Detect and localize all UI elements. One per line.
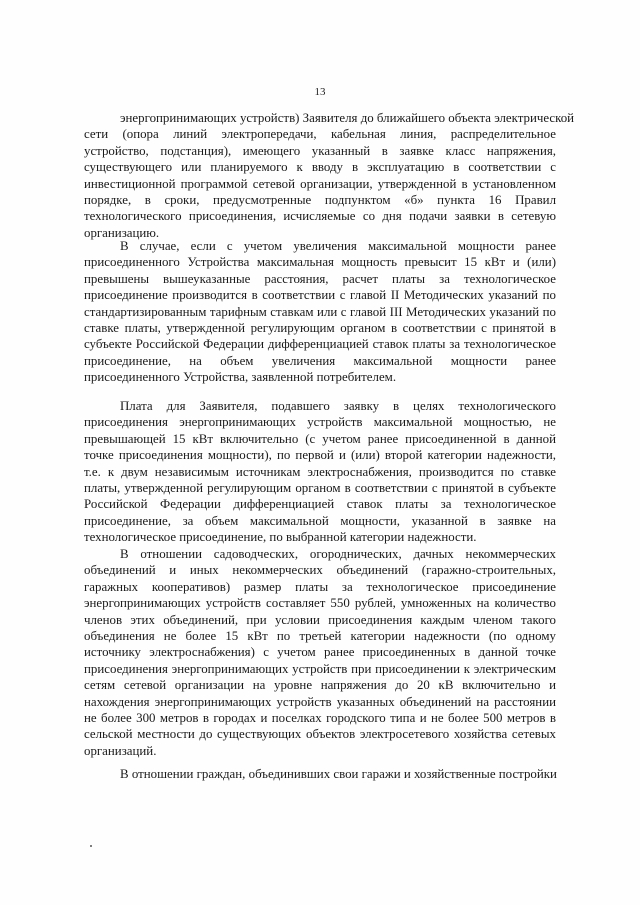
text-line: инвестиционной программой сетевой организации, утвержденной в установленном xyxy=(84,176,556,191)
text-line: существующего или планируемого к вводу в эксплуатацию в соответствии с xyxy=(84,160,556,175)
text-line: организацию. xyxy=(84,225,160,240)
text-line: энергопринимающих устройств составляет 550 рублей, умноженных на количество xyxy=(84,596,556,611)
text-line: гаражных кооперативов) размер платы за технологическое присоединение xyxy=(84,579,556,594)
text-line: присоединения энергопринимающих устройств максимальной мощностью, не xyxy=(84,415,556,430)
text-line: присоединение, за объем максимальной мощности, указанной в заявке на xyxy=(84,513,556,528)
text-line: платы, утвержденной регулирующим органом в соответствии с принятой в субъекте xyxy=(84,481,556,495)
text-line: энергопринимающих устройств) Заявителя до ближайшего объекта электрической xyxy=(120,111,575,125)
text-line: порядке, в сроки, предусмотренные подпунктом «б» пункта 16 Правил xyxy=(84,193,556,207)
text-line: нахождения энергопринимающих устройств указанных объединений на расстоянии xyxy=(84,694,556,709)
text-line: сельской местности до существующих объектов электросетевого хозяйства сетевых xyxy=(84,727,556,742)
text-line: присоединение, на объем увеличения максимальной мощности ранее xyxy=(84,353,556,368)
text-line: объединений и иных некоммерческих объединений (гаражно-строительных, xyxy=(84,563,556,578)
text-line: сети (опора линий электропередачи, кабельная линия, распределительное xyxy=(84,127,556,142)
text-line: превышены вышеуказанные расстояния, расчет платы за технологическое xyxy=(84,271,556,286)
text-line: субъекте Российской Федерации дифференциацией ставок платы за технологическое xyxy=(84,337,556,352)
text-line: В отношении граждан, объединивших свои гаражи и хозяйственные постройки xyxy=(120,767,557,781)
text-line: технологического присоединения, исчисляемые со дня подачи заявки в сетевую xyxy=(84,209,556,224)
text-line: организаций. xyxy=(84,743,157,758)
text-line: членов этих объединений, при условии присоединения каждым членом такого xyxy=(84,612,556,627)
text-line: присоединения энергопринимающих устройств при присоединении к электрическим xyxy=(84,661,556,676)
text-line: сетям сетевой организации на уровне напряжения до 20 кВ включительно и xyxy=(84,678,556,693)
text-line: точке присоединения мощности), по первой и (или) второй категории надежности, xyxy=(84,448,556,463)
text-line: В случае, если с учетом увеличения максимальной мощности ранее xyxy=(120,239,556,253)
text-line: т.е. к двум независимым источникам электроснабжения, производится по ставке xyxy=(84,464,556,479)
text-line: источнику электроснабжения) с учетом ранее присоединенных в данной точке xyxy=(84,645,556,660)
text-line: В отношении садоводческих, огороднических, дачных некоммерческих xyxy=(120,547,556,561)
text-line: присоединенного Устройства, заявленной потребителем. xyxy=(84,370,397,385)
text-line: присоединение производится в соответствии с главой II Методических указаний по xyxy=(84,288,556,303)
text-line: не более 300 метров в городах и поселках городского типа и не более 500 метров в xyxy=(84,711,556,725)
text-line: превышающей 15 кВт включительно (с учетом ранее присоединенной в данной xyxy=(84,431,556,446)
scan-speck xyxy=(90,845,92,847)
text-line: стандартизированным тарифным ставкам или с главой III Методических указаний по xyxy=(84,304,556,319)
text-line: устройство, подстанция), имеющего указанный в заявке класс напряжения, xyxy=(84,143,556,158)
text-line: присоединенного Устройства максимальная мощность превысит 15 кВт и (или) xyxy=(84,255,556,270)
text-line: Плата для Заявителя, подавшего заявку в целях технологического xyxy=(120,399,556,413)
text-line: Российской Федерации дифференциацией ставок платы за технологическое xyxy=(84,497,556,512)
page-number: 13 xyxy=(314,86,326,98)
text-line: ставке платы, утвержденной регулирующим органом в соответствии с принятой в xyxy=(84,321,556,335)
text-line: технологическое присоединение, по выбранной категории надежности. xyxy=(84,530,477,545)
text-line: объединения не более 15 кВт по третьей категории надежности (по одному xyxy=(84,629,556,643)
